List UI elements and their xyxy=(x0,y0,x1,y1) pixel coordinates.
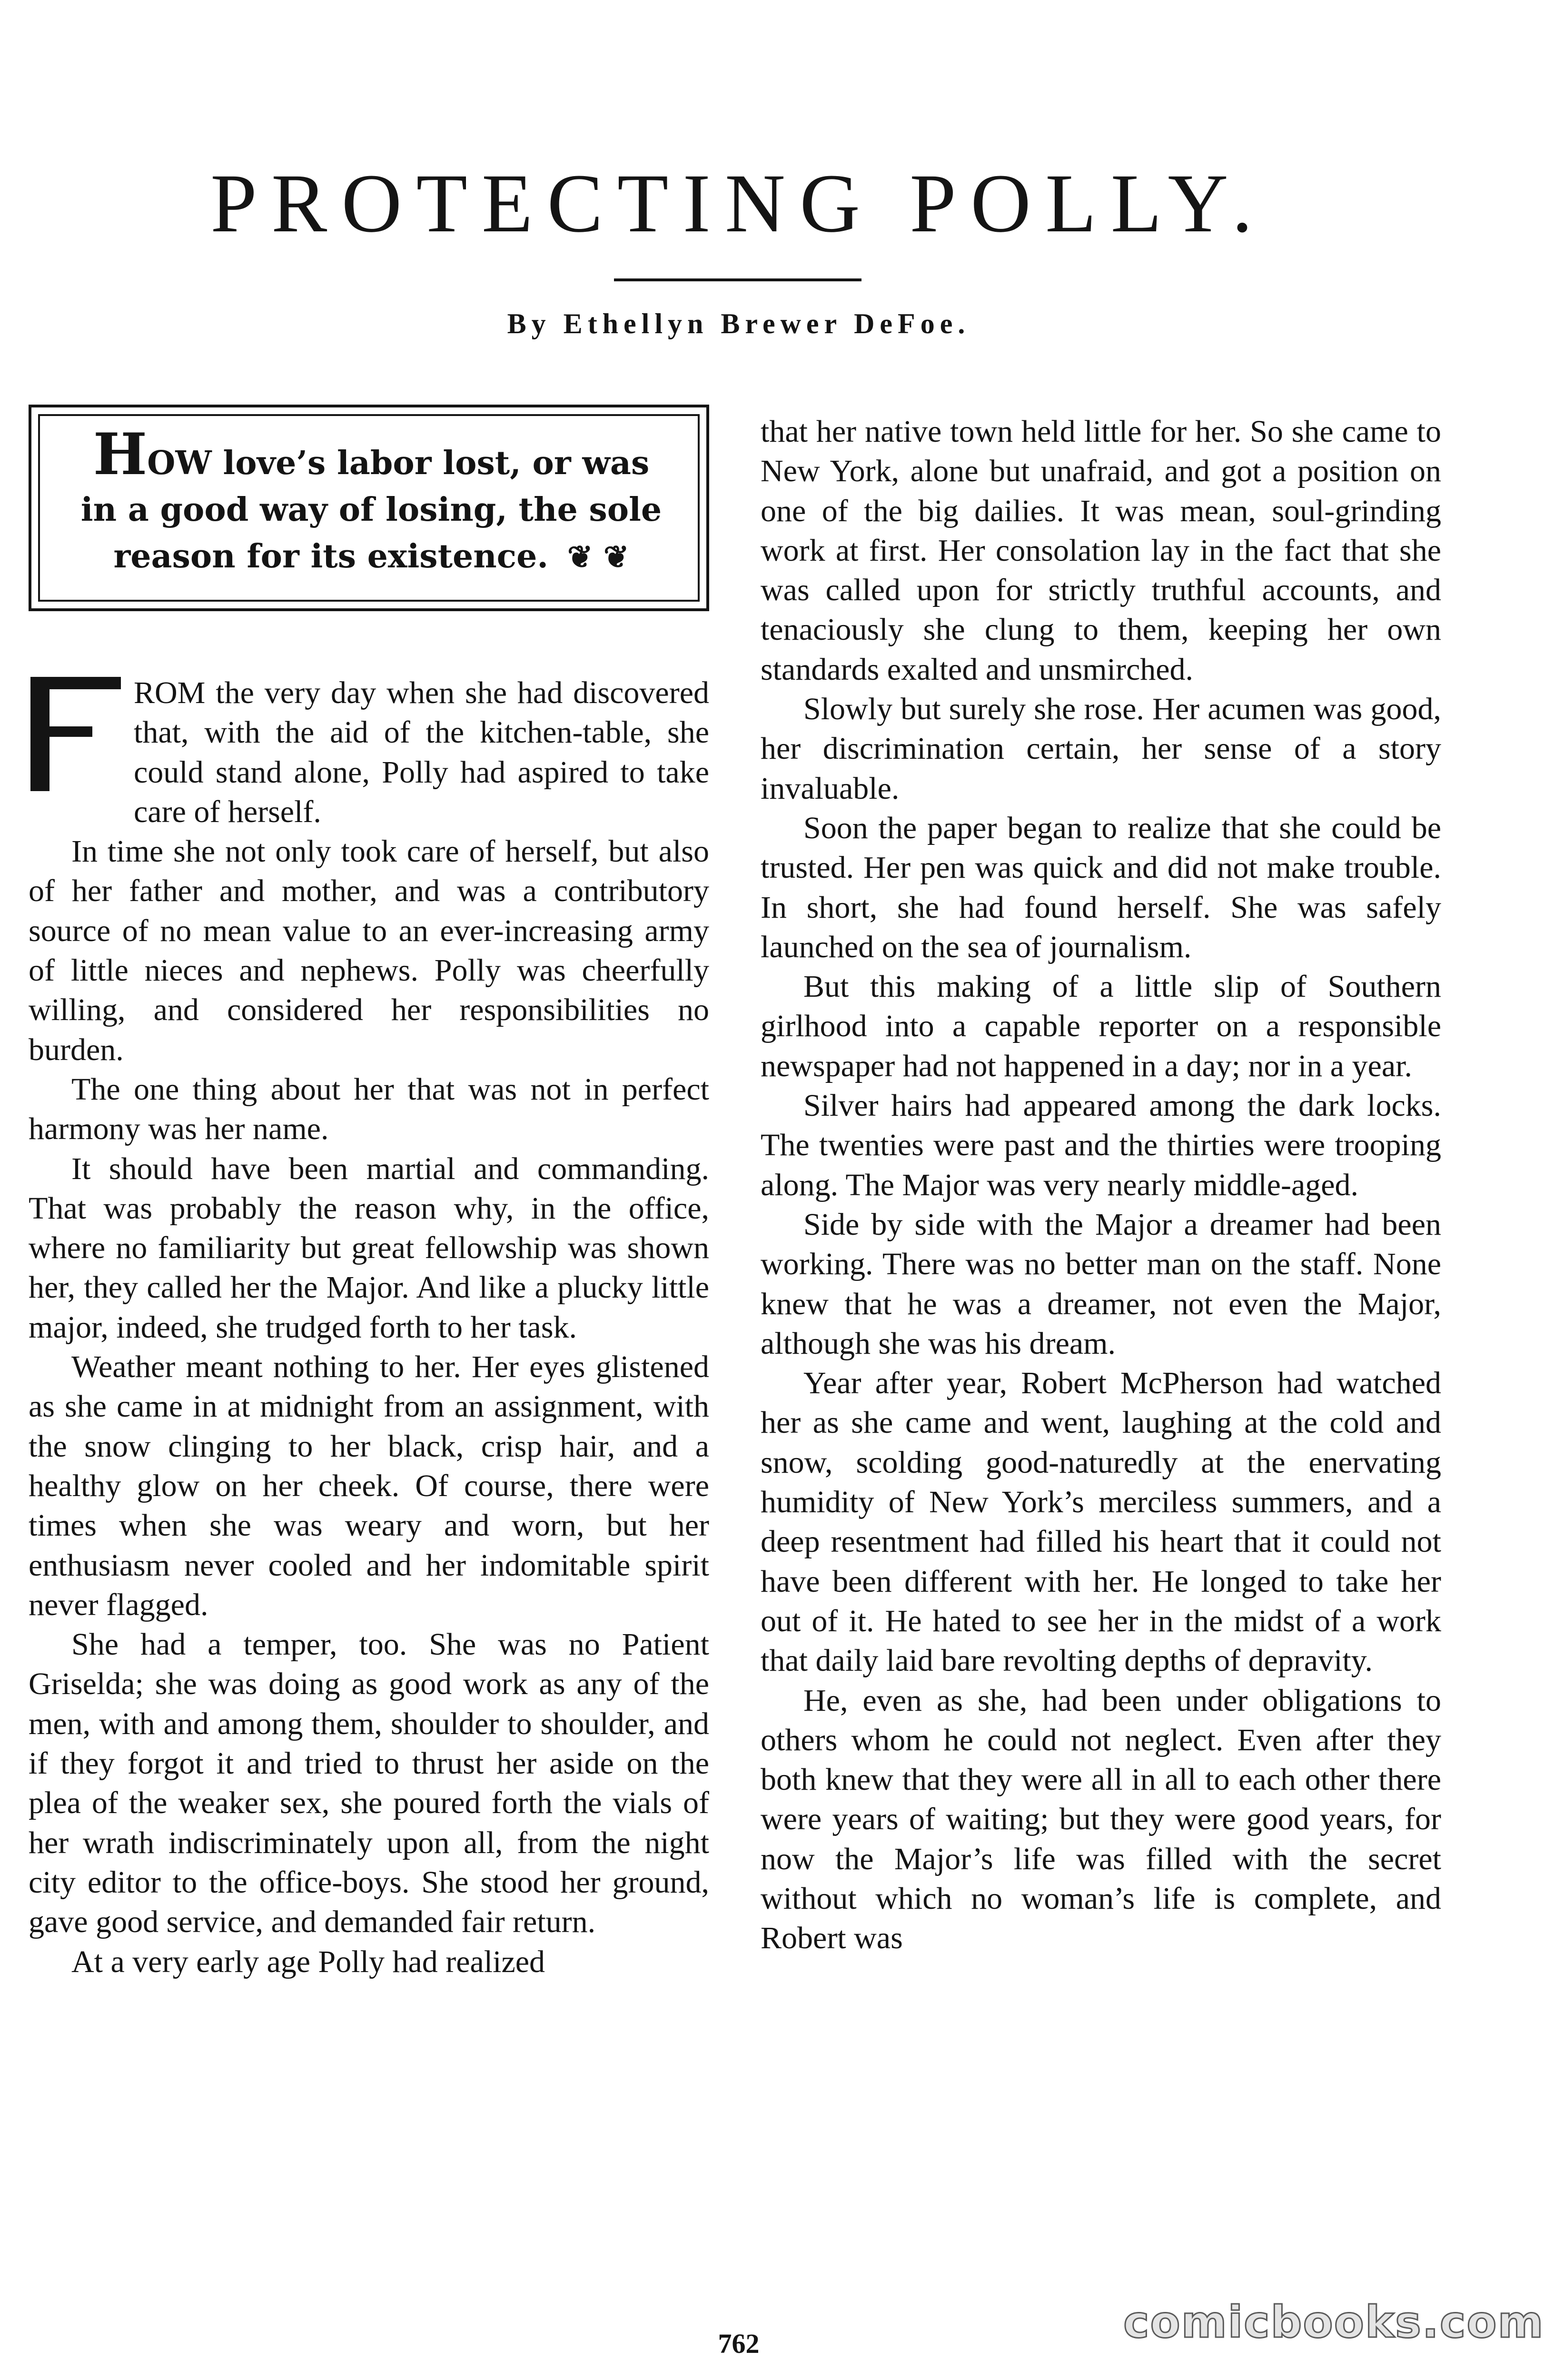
title-rule xyxy=(614,278,861,281)
paragraph: Silver hairs had appeared among the dark locks. The twenties were past and the thirties were trooping along. The Major was very nearly middle-aged. xyxy=(761,1088,1441,1202)
paragraph: Side by side with the Major a dreamer had been working. There was no better man on the staff. None knew that he was a dreamer, not even the Major, although she was his dream. xyxy=(761,1207,1441,1361)
right-column xyxy=(761,412,1441,1958)
paragraph: Weather meant nothing to her. Her eyes glistened as she came in at midnight from an assignment, with the snow clinging to her black, crisp hair, and a healthy glow on her cheek. Of course, there were times when she was weary and worn, but her enthusiasm never cooled and her indomitable spirit never flagged. xyxy=(29,1349,709,1622)
leaf-ornament-icon: ❦ ❦ xyxy=(567,539,629,575)
teaser-box xyxy=(29,405,709,611)
paragraph: The one thing about her that was not in perfect harmony was her name. xyxy=(29,1071,709,1147)
teaser-text: OW love’s labor lost, or was in a good way of losing, the sole reason for its existence. xyxy=(80,444,662,575)
byline: By Ethellyn Brewer DeFoe. xyxy=(507,308,970,339)
paragraph: He, even as she, had been under obligations to others whom he could not neglect. Even after they both knew that they were all in all to each other there were years of waiting; but they were good years, for now the Major’s life was filled with the secret without which no woman’s life is complete, and Robert was xyxy=(761,1683,1441,1956)
teaser-inner xyxy=(38,414,700,602)
paragraph: ROM the very day when she had discovered that, with the aid of the kitchen-table, she could stand alone, Polly had aspired to take care of herself. xyxy=(29,673,709,832)
paragraph: But this making of a little slip of Southern girlhood into a capable reporter on a responsible newspaper had not happened in a day; nor in a year. xyxy=(761,969,1441,1083)
paragraph: At a very early age Polly had realized xyxy=(71,1944,545,1979)
left-column xyxy=(29,405,709,1982)
teaser-initial: H xyxy=(93,421,148,488)
paragraph: that her native town held little for her. So she came to New York, alone but unafraid, and got a position on one of the big dailies. It was mean, soul-grinding work at first. Her consolation lay in the fact that she was called upon for strictly truthful accounts, and tenaciously she clung to them, keeping her own standards exalted and unsmirched. xyxy=(761,414,1441,687)
dropcap-f xyxy=(29,677,126,796)
paragraph: Year after year, Robert McPherson had watched her as she came and went, laughing at the cold and snow, scolding good-naturedly at the enervating humidity of New York’s merciless summers, and a deep resentment had filled his heart that it could not have been different with her. He longed to take her out of it. He hated to see her in the midst of a work that daily laid bare revolting depths of depravity. xyxy=(761,1366,1441,1678)
paragraph: It should have been martial and commanding. That was probably the reason why, in the office, where no familiarity but great fellowship was shown her, they called her the Major. And like a plucky little major, indeed, she trudged forth to her task. xyxy=(29,1151,709,1345)
article-title: PROTECTING POLLY. xyxy=(210,157,1267,250)
paragraph: Soon the paper began to realize that she could be trusted. Her pen was quick and did not make trouble. In short, she had found herself. She was safely launched on the sea of journalism. xyxy=(761,810,1441,964)
page-number: 762 xyxy=(718,2328,760,2359)
paragraph: She had a temper, too. She was no Patient Griselda; she was doing as good work as any of the men, with and among them, shoulder to shoulder, and if they forgot it and tried to thrust her aside on the plea of the weaker sex, she poured forth the vials of her wrath indiscriminately upon all, from the night city editor to the office-boys. She stood her ground, gave good service, and demanded fair return. xyxy=(29,1627,709,1940)
paragraph: In time she not only took care of herself, but also of her father and mother, and was a contributory source of no mean value to an ever-increasing army of little nieces and nephews. Polly was cheerfully willing, and considered her responsibilities no burden. xyxy=(29,834,709,1067)
paragraph: Slowly but surely she rose. Her acumen was good, her discrimination certain, her sense of a story invaluable. xyxy=(761,692,1441,806)
watermark: comicbooks.com xyxy=(1123,2297,1544,2348)
